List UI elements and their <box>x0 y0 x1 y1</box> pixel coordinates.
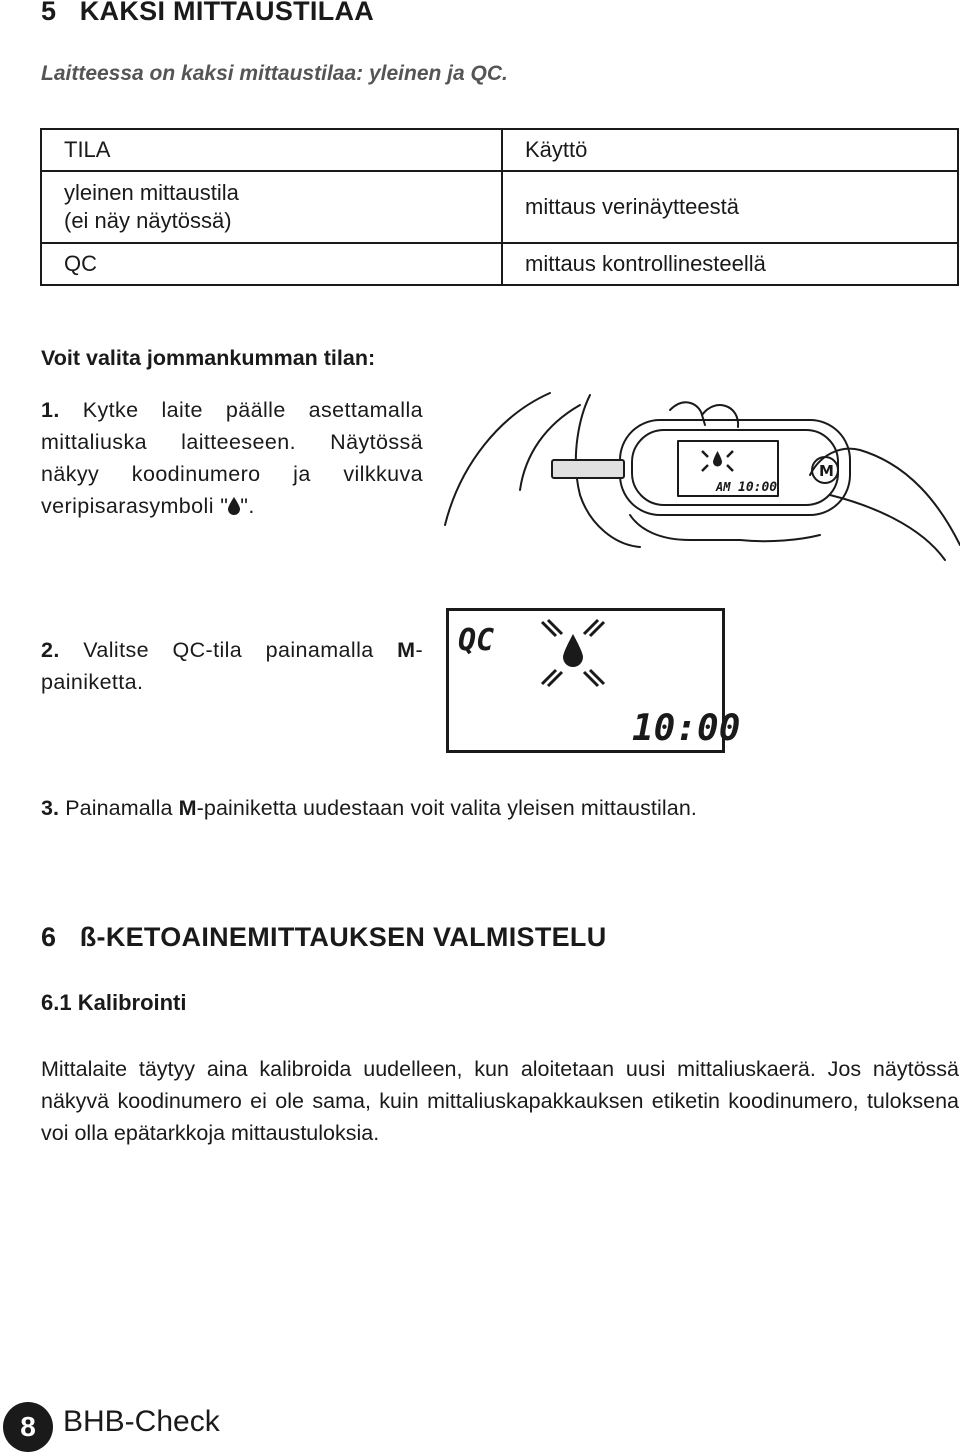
blood-drop-icon <box>228 497 240 515</box>
table-cell-use: mittaus verinäytteestä <box>502 171 958 243</box>
table-header-use: Käyttö <box>502 129 958 171</box>
step-1 <box>41 394 423 522</box>
table-header-row <box>41 129 958 171</box>
choose-heading: Voit valita jommankumman tilan: <box>41 346 376 370</box>
table-header-mode: TILA <box>41 129 502 171</box>
step-text-end: -painiketta uudestaan voit valita yleisen mittaustilan. <box>196 796 697 820</box>
test-strip <box>552 460 624 478</box>
m-button-label: M <box>178 796 197 820</box>
subsection-heading <box>41 990 187 1016</box>
section-6-heading <box>41 922 607 953</box>
qc-display-illustration <box>446 608 741 754</box>
meter-am-label: AM <box>716 480 731 494</box>
mode-name: yleinen mittaustila <box>64 180 239 205</box>
section-title: ß-KETOAINEMITTAUKSEN VALMISTELU <box>79 922 607 952</box>
footer-brand: BHB-Check <box>63 1405 220 1438</box>
subsection-title: Kalibrointi <box>77 990 187 1015</box>
m-button-label: M <box>819 462 834 480</box>
hand-outline <box>445 393 550 525</box>
meter-time: 10:00 <box>738 480 778 495</box>
table-cell-mode <box>41 171 502 243</box>
mode-note: (ei näy näytössä) <box>64 208 232 233</box>
page-number-badge: 8 <box>3 1402 53 1452</box>
step-text: Painamalla <box>59 796 179 820</box>
table-row <box>41 243 958 285</box>
step-number: 3. <box>41 796 60 820</box>
subsection-number: 6.1 <box>41 990 72 1015</box>
table-row <box>41 171 958 243</box>
step-3 <box>41 792 697 824</box>
step-text: Kytke laite päälle asettamalla mittaliuska laitteeseen. Näytössä näkyy koodinumero ja vilkkuva veripisarasymboli " <box>41 398 423 518</box>
table-cell-mode: QC <box>41 243 502 285</box>
meter-with-hand-illustration <box>440 385 960 560</box>
step-text-end: ". <box>240 494 255 518</box>
intro-text: Laitteessa on kaksi mittaustilaa: yleinen ja QC. <box>41 62 508 85</box>
section-number: 6 <box>41 922 57 952</box>
step-number: 2. <box>41 638 60 662</box>
qc-time: 10:00 <box>632 708 741 749</box>
m-button-label: M <box>397 638 416 662</box>
calibration-paragraph: Mittalaite täytyy aina kalibroida uudelleen, kun aloitetaan uusi mittaliuskaerä. Jos näytössä näkyvä koodinumero ei ole sama, kuin mittaliuskapakkauksen etiketin koodinumero, tuloksena voi olla epätarkkoja mittaustuloksia. <box>41 1057 959 1145</box>
step-text: Valitse QC-tila painamalla <box>83 638 398 662</box>
section-5-heading <box>41 0 374 27</box>
qc-mode-label: QC <box>458 623 495 658</box>
step-2 <box>41 634 423 698</box>
step-text-end: -painiketta. <box>41 638 423 694</box>
step-number: 1. <box>41 398 60 422</box>
section-number: 5 <box>41 0 57 26</box>
table-cell-use: mittaus kontrollinesteellä <box>502 243 958 285</box>
modes-table <box>40 128 959 286</box>
section-title: KAKSI MITTAUSTILAA <box>79 0 375 26</box>
